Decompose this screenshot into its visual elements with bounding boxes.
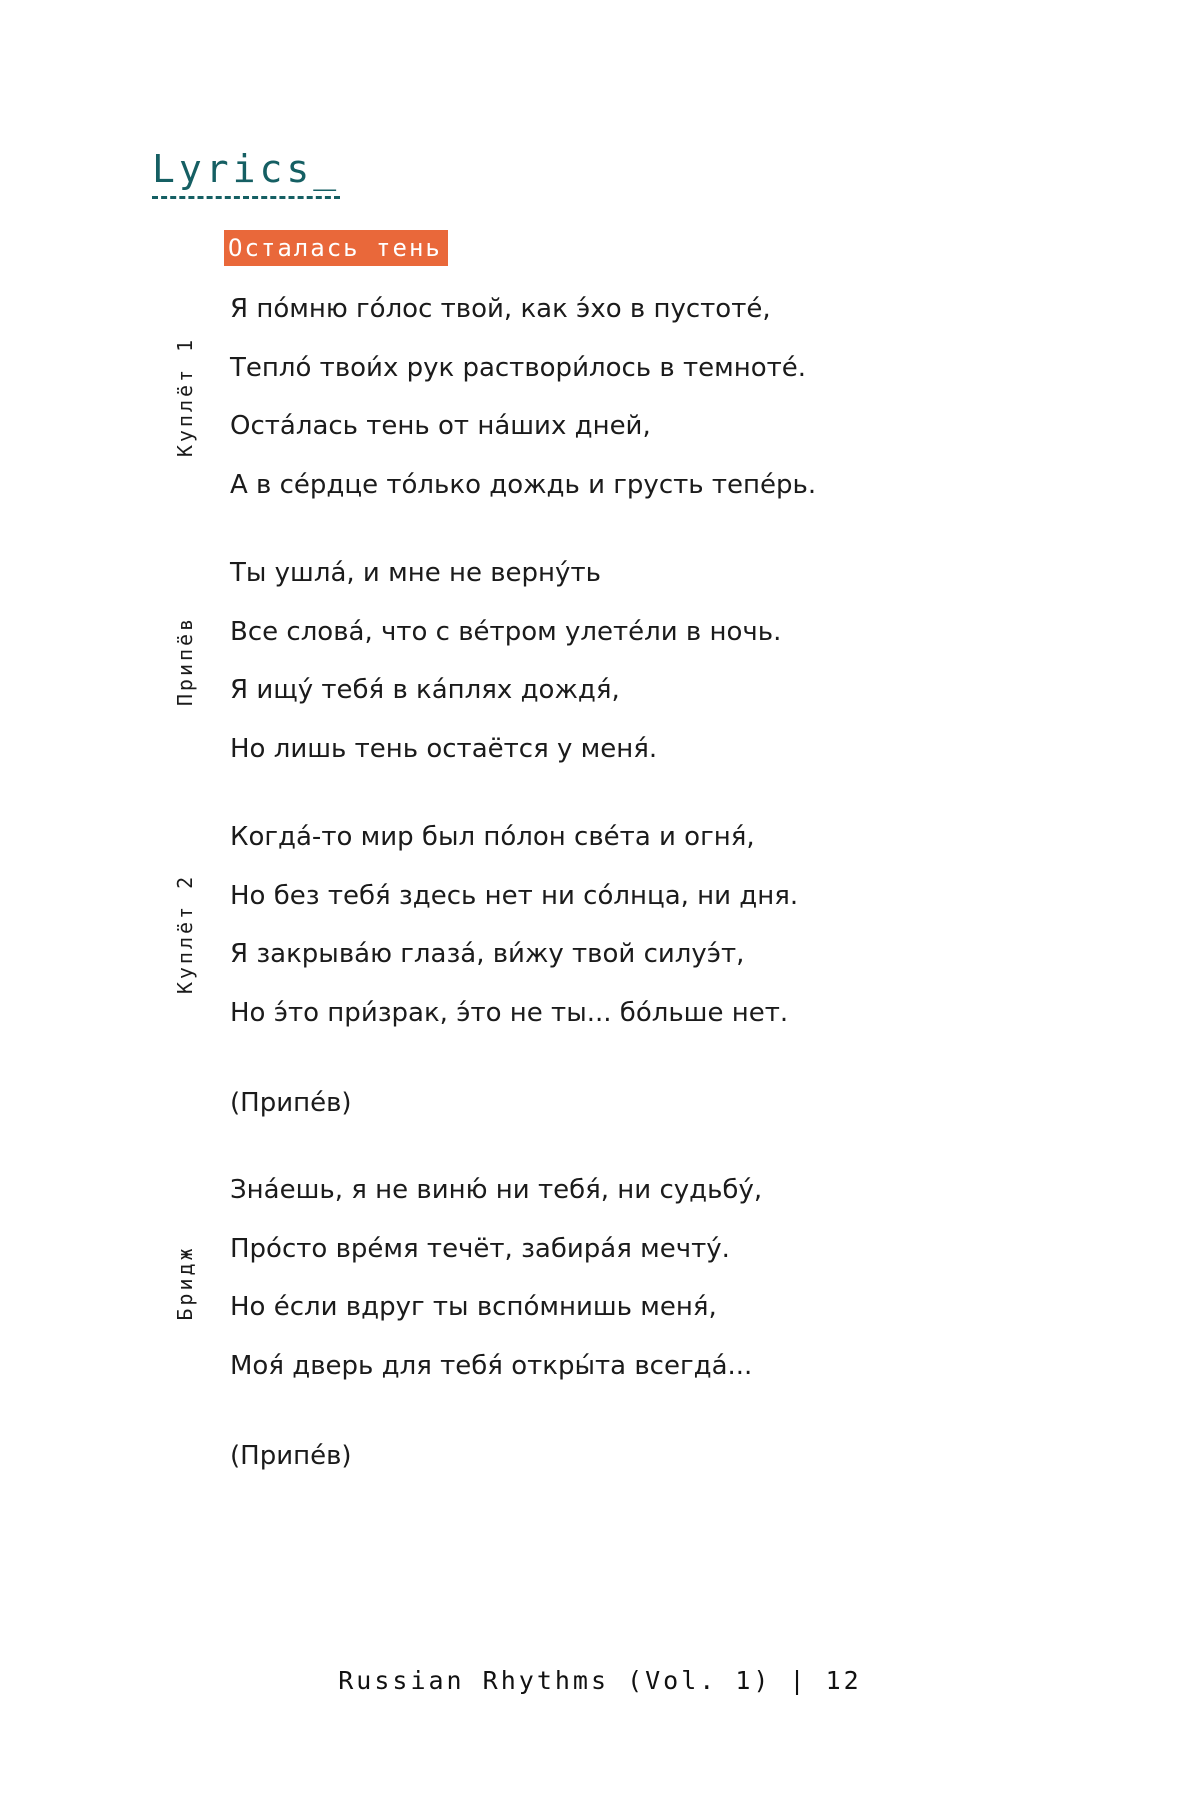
lyrics-lines [230,1161,762,1395]
section-label: Куплёт 2 [173,873,197,995]
lyric-line: Ты ушла́, и мне не верну́ть [230,558,601,588]
section-label: Куплёт 1 [173,336,197,458]
lyric-line: Все слова́, что с ве́тром улете́ли в ночь. [230,616,782,647]
lyric-line: Я ищу́ тебя́ в ка́плях дождя́, [230,675,620,705]
lyric-line: Но е́сли вдруг ты вспо́мнишь меня́, [230,1292,717,1322]
lyric-line: Зна́ешь, я не виню́ ни тебя́, ни судьбу́, [230,1175,763,1205]
section-label: Бридж [173,1245,197,1321]
song-title-badge: Осталась тень [224,230,448,266]
lyric-line: Но э́то при́зрак, э́то не ты... бо́льше нет. [230,997,789,1028]
lyric-line: Я по́мню го́лос твой, как э́хо в пустоте́, [230,294,771,324]
lyric-line: Когда́-то мир был по́лон све́та и огня́, [230,822,755,852]
lyric-line: Моя́ дверь для тебя́ откры́та всегда́... [230,1350,753,1381]
lyrics-lines [230,280,816,514]
lyric-line: Но без тебя́ здесь нет ни со́лнца, ни дня. [230,880,799,911]
lyric-line: А в се́рдце то́лько дождь и грусть тепе́рь. [230,469,817,500]
lyric-line: Тепло́ твои́х рук раствори́лось в темноте́. [230,352,807,383]
lyrics-lines [230,544,781,778]
lyric-line: Я закрыва́ю глаза́, ви́жу твой силуэ́т, [230,939,745,969]
page-footer: Russian Rhythms (Vol. 1) | 12 [338,1666,862,1695]
chorus-repeat-marker: (Припе́в) [230,1088,352,1118]
section-label: Припёв [173,615,197,707]
lyric-line: Но лишь тень остаётся у меня́. [230,733,658,764]
page-heading: Lyrics_ [152,150,340,199]
lyric-line: Оста́лась тень от на́ших дней, [230,411,651,441]
chorus-repeat-marker: (Припе́в) [230,1441,352,1471]
lyric-line: Про́сто вре́мя течёт, забира́я мечту́. [230,1233,730,1264]
lyrics-lines [230,808,798,1042]
